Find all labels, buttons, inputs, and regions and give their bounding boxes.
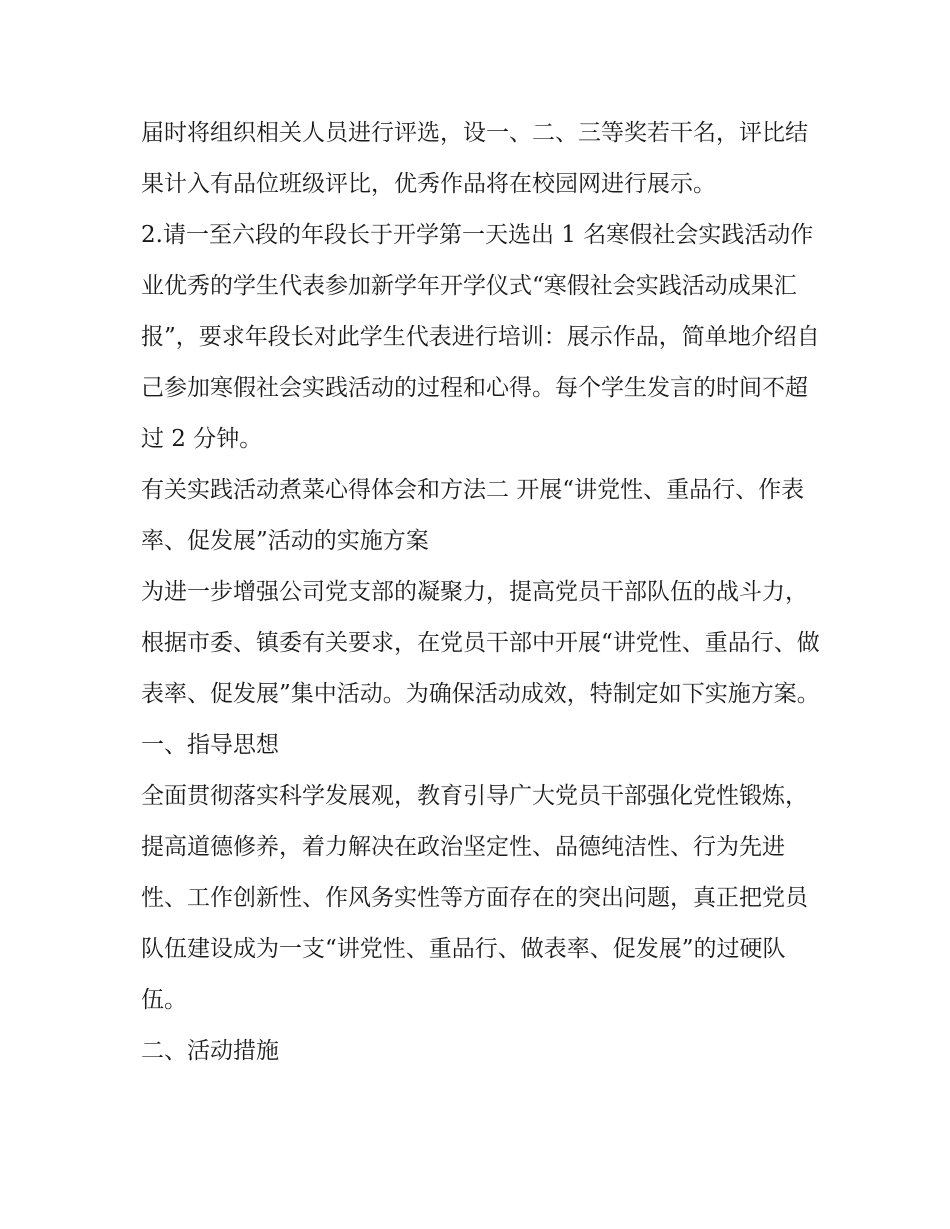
paragraph-introduction: 为进一步增强公司党支部的凝聚力，提高党员干部队伍的战斗力，根据市委、镇委有关要求，在党员干部中开展“讲党性、重品行、做表率、促发展”集中活动。为确保活动成效，特制定如下实施方案。 <box>141 579 820 707</box>
heading-guiding-ideology: 一、指导思想 <box>141 732 279 758</box>
paragraph-guiding-ideology: 全面贯彻落实科学发展观，教育引导广大党员干部强化党性锻炼，提高道德修养，着力解决在政治坚定性、品德纯洁性、行为先进性、工作创新性、作风务实性等方面存在的突出问题，真正把党员队伍建设成为一支“讲党性、重品行、做表率、促发展”的过硬队伍。 <box>141 783 808 1013</box>
document-body <box>141 108 821 1077</box>
heading-activity-measures: 二、活动措施 <box>141 1038 279 1064</box>
paragraph-section-title: 有关实践活动煮菜心得体会和方法二 开展“讲党性、重品行、作表率、促发展”活动的实施方案 <box>141 477 805 554</box>
paragraph-student-representative: 2.请一至六段的年段长于开学第一天选出 1 名寒假社会实践活动作业优秀的学生代表参加新学年开学仪式“寒假社会实践活动成果汇报”，要求年段长对此学生代表进行培训：展示作品，简单地介绍自己参加寒假社会实践活动的过程和心得。每个学生发言的时间不超过 2 分钟。 <box>141 222 820 452</box>
paragraph-award-selection: 届时将组织相关人员进行评选，设一、二、三等奖若干名，评比结果计入有品位班级评比，优秀作品将在校园网进行展示。 <box>141 120 808 197</box>
